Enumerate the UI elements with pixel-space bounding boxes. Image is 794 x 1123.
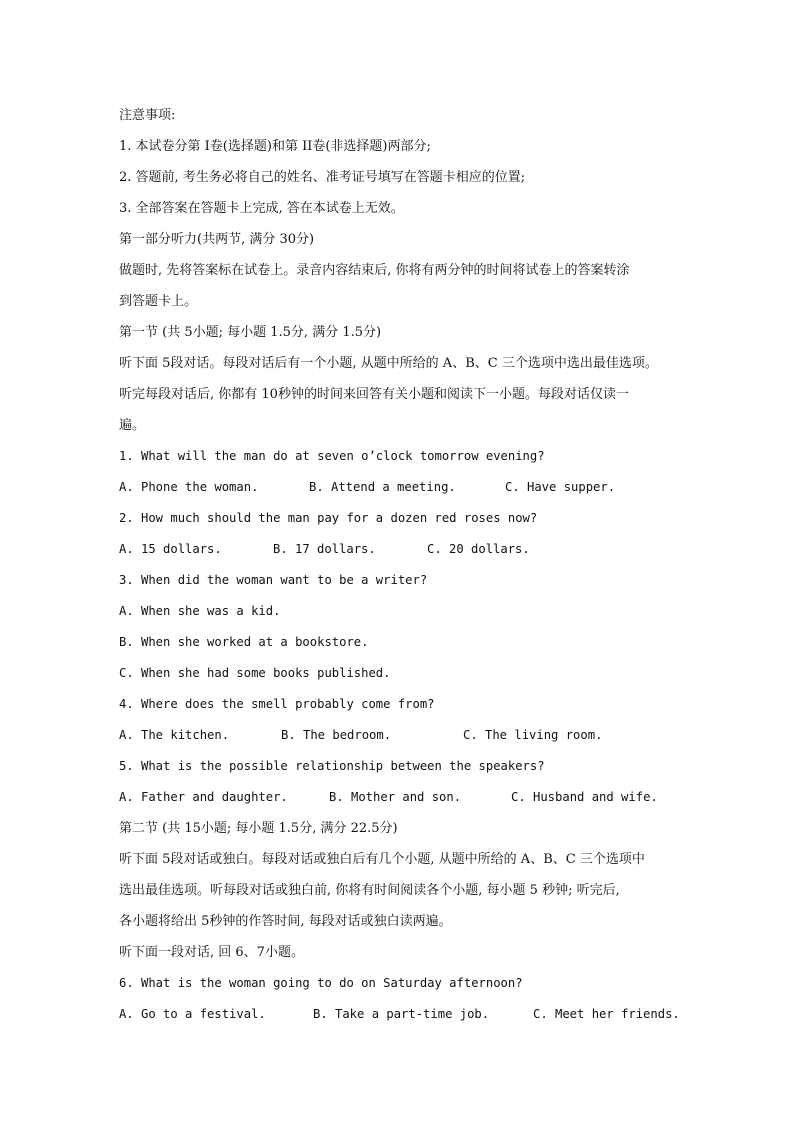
option-a: A. The kitchen. [119, 728, 230, 742]
options-row [119, 720, 679, 751]
section1-instruction: 听完每段对话后, 你都有 10秒钟的时间来回答有关小题和阅读下一小题。每段对话仅读一 [119, 387, 629, 402]
section2-subheading: 听下面一段对话, 回 6、7小题。 [119, 945, 304, 960]
option-c: C. 20 dollars. [427, 542, 530, 556]
part1-instruction: 做题时, 先将答案标在试卷上。录音内容结束后, 你将有两分钟的时间将试卷上的答案转涂 [119, 263, 630, 278]
question-6: 6. What is the woman going to do on Saturday afternoon? [119, 976, 523, 990]
question-5: 5. What is the possible relationship between the speakers? [119, 759, 545, 773]
question-4: 4. Where does the smell probably come from? [119, 697, 435, 711]
option-a: A. 15 dollars. [119, 542, 222, 556]
options-row [119, 472, 679, 503]
question-3: 3. When did the woman want to be a writer? [119, 573, 428, 587]
option-b: B. Mother and son. [329, 790, 462, 804]
question-2: 2. How much should the man pay for a dozen red roses now? [119, 511, 538, 525]
option-b: B. The bedroom. [281, 728, 392, 742]
part1-instruction: 到答题卡上。 [119, 294, 198, 309]
option-c: C. Have supper. [505, 480, 616, 494]
section1-instruction: 遍。 [119, 418, 146, 433]
part1-title: 第一部分听力(共两节, 满分 30分) [119, 232, 315, 247]
option-a: A. When she was a kid. [119, 604, 281, 618]
notice-heading: 注意事项: [119, 108, 176, 123]
option-a: A. Go to a festival. [119, 1007, 266, 1021]
option-c: C. The living room. [463, 728, 603, 742]
notice-item: 1. 本试卷分第 I卷(选择题)和第 II卷(非选择题)两部分; [119, 139, 431, 154]
section2-instruction: 选出最佳选项。听每段对话或独白前, 你将有时间阅读各个小题, 每小题 5 秒钟; 听完后, [119, 883, 620, 898]
options-row [119, 534, 679, 565]
option-c: C. Meet her friends. [533, 1007, 680, 1021]
notice-item: 2. 答题前, 考生务必将自己的姓名、准考证号填写在答题卡相应的位置; [119, 170, 526, 185]
option-c: C. Husband and wife. [511, 790, 658, 804]
option-b: B. When she worked at a bookstore. [119, 635, 369, 649]
notice-item: 3. 全部答案在答题卡上完成, 答在本试卷上无效。 [119, 201, 404, 216]
option-b: B. Attend a meeting. [309, 480, 456, 494]
section2-instruction: 听下面 5段对话或独白。每段对话或独白后有几个小题, 从题中所给的 A、B、C 三个选项中 [119, 852, 645, 867]
question-1: 1. What will the man do at seven o’clock tomorrow evening? [119, 449, 545, 463]
option-a: A. Phone the woman. [119, 480, 259, 494]
exam-page [119, 100, 679, 1030]
option-a: A. Father and daughter. [119, 790, 288, 804]
section2-instruction: 各小题将给出 5秒钟的作答时间, 每段对话或独白读两遍。 [119, 914, 452, 929]
option-c: C. When she had some books published. [119, 666, 391, 680]
section2-title: 第二节 (共 15小题; 每小题 1.5分, 满分 22.5分) [119, 821, 398, 836]
section1-instruction: 听下面 5段对话。每段对话后有一个小题, 从题中所给的 A、B、C 三个选项中选出最佳选项。 [119, 356, 658, 371]
options-row [119, 999, 679, 1030]
option-b: B. Take a part-time job. [313, 1007, 490, 1021]
option-b: B. 17 dollars. [273, 542, 376, 556]
options-row [119, 782, 679, 813]
section1-title: 第一节 (共 5小题; 每小题 1.5分, 满分 1.5分) [119, 325, 382, 340]
